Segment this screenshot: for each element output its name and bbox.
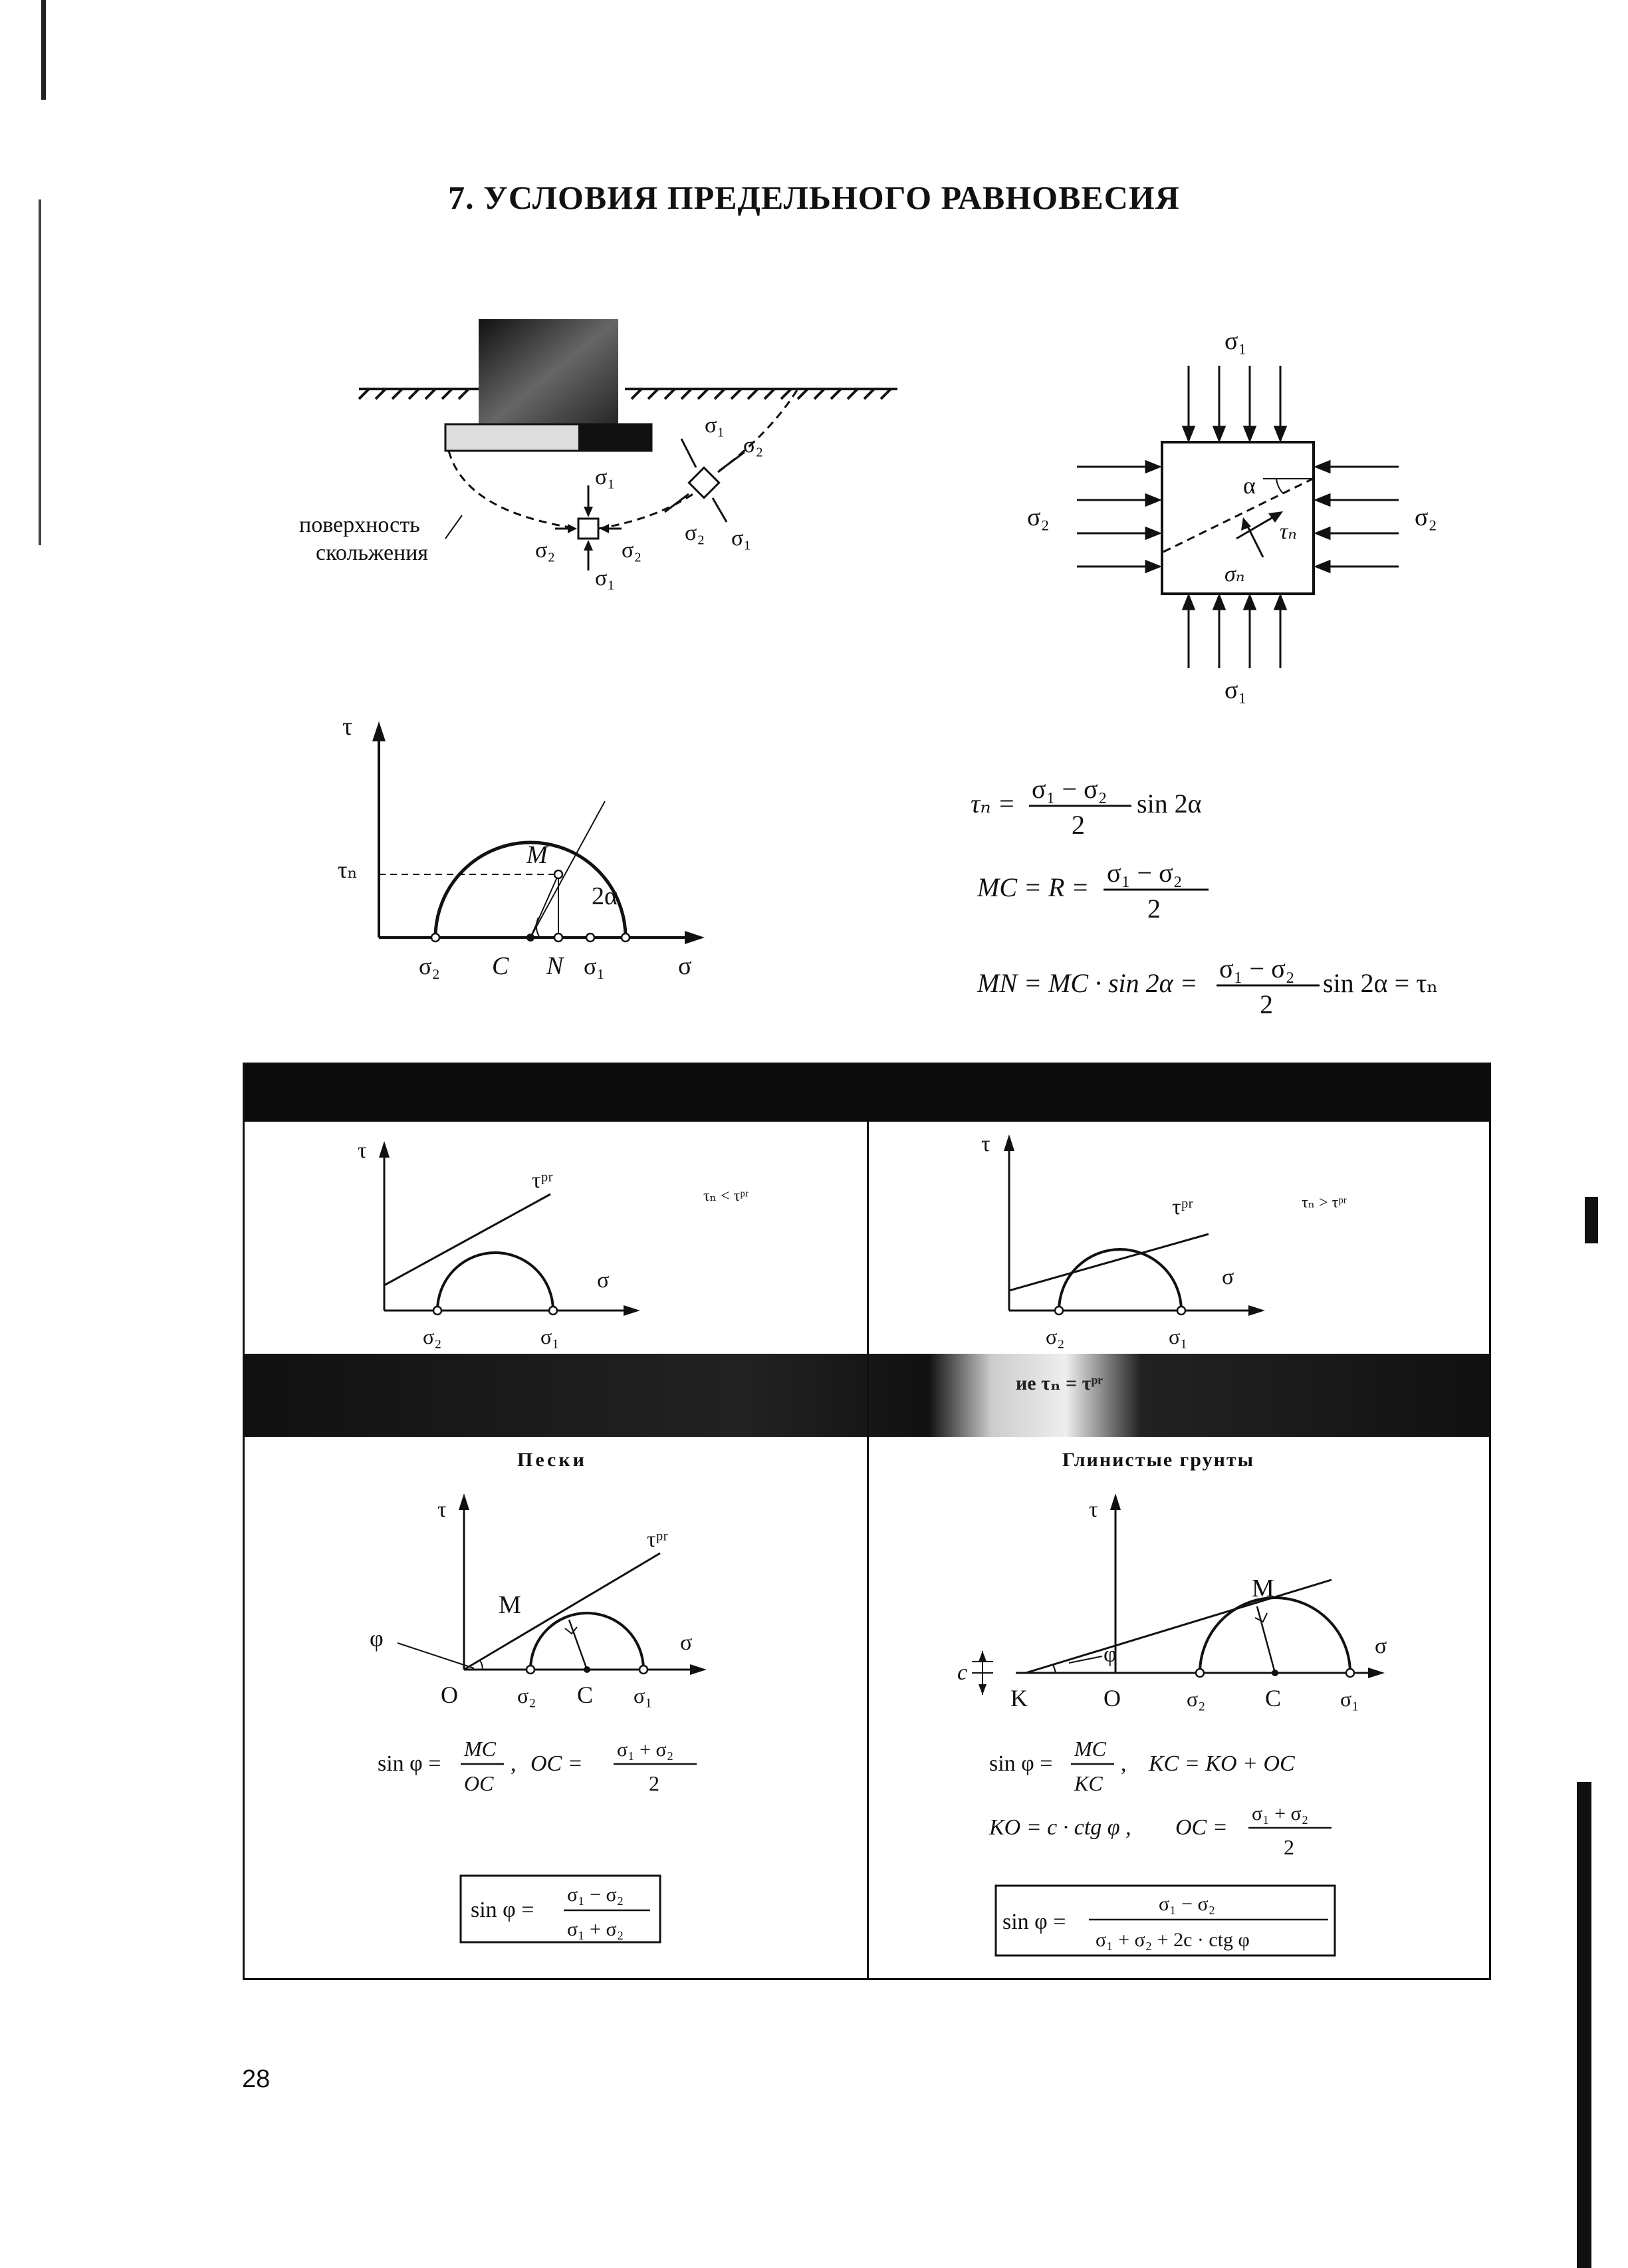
sands-graph xyxy=(351,1477,816,1716)
sands-tau-pr: τᵖʳ xyxy=(647,1527,668,1552)
mohr-sigma2: σ₂ xyxy=(419,953,440,979)
panel-failure-s2: σ₂ xyxy=(1046,1324,1065,1348)
scan-edge-mark xyxy=(39,199,41,545)
sands-f2-num: σ₁ + σ₂ xyxy=(617,1739,674,1761)
clays-f2-lhs: KO = c · ctg φ , xyxy=(989,1815,1131,1840)
formula-3-rhs: sin 2α = τₙ xyxy=(1323,968,1439,998)
clays-K: K xyxy=(1010,1685,1028,1711)
scan-edge-mark xyxy=(41,0,46,100)
sands-s2: σ₂ xyxy=(517,1684,536,1707)
formula-3-num: σ₁ − σ₂ xyxy=(1219,953,1295,983)
clays-M: M xyxy=(1252,1575,1274,1602)
table-header-band xyxy=(245,1065,1489,1122)
clays-f1-rhs: KC = KO + OC xyxy=(1149,1751,1295,1776)
clays-box-den: σ₁ + σ₂ + 2c · ctg φ xyxy=(1096,1929,1250,1951)
sands-f2-lhs: OC = xyxy=(530,1751,583,1776)
sands-comma: , xyxy=(511,1751,517,1776)
clays-box-lhs: sin φ = xyxy=(1002,1910,1066,1934)
formula-2-den: 2 xyxy=(1147,894,1161,924)
mohr-C: C xyxy=(492,952,509,980)
clays-tau: τ xyxy=(1089,1497,1098,1522)
clays-f1-num: MC xyxy=(1074,1737,1106,1761)
panel-stable-condition: τₙ < τᵖʳ xyxy=(703,1188,749,1205)
scan-edge-mark xyxy=(1585,1197,1598,1243)
clays-O: O xyxy=(1104,1685,1121,1711)
clays-f2-den: 2 xyxy=(1284,1835,1294,1859)
scan-edge-mark xyxy=(1577,1782,1591,2268)
clays-s1: σ₁ xyxy=(1340,1687,1359,1711)
sands-formulas xyxy=(364,1729,830,1969)
panel-stable-sigma: σ xyxy=(597,1268,610,1293)
formula-3-lhs: MN = MC · sin 2α = xyxy=(977,968,1198,998)
mohr-sigma1: σ₁ xyxy=(584,953,605,979)
sands-C: C xyxy=(577,1682,594,1708)
foundation-slip-figure xyxy=(286,306,917,625)
sands-box-den: σ₁ + σ₂ xyxy=(567,1918,624,1940)
slip-surface-label-2: скольжения xyxy=(316,541,429,565)
formula-2-num: σ₁ − σ₂ xyxy=(1107,858,1183,888)
formula-2-lhs: MC = R = xyxy=(977,872,1090,902)
slip-surface-label-1: поверхность xyxy=(299,513,420,537)
clays-f1-den: KC xyxy=(1074,1771,1103,1795)
stressed-element-figure xyxy=(1010,313,1476,711)
clays-graph xyxy=(957,1477,1481,1716)
clays-phi: φ xyxy=(1104,1642,1117,1667)
sands-phi: φ xyxy=(370,1625,384,1652)
clays-heading: Глинистые грунты xyxy=(1062,1449,1255,1471)
mohr-2alpha: 2α xyxy=(592,882,618,910)
fig1-sigma2-diag-right: σ₂ xyxy=(743,433,764,457)
fig1-sigma2-left: σ₂ xyxy=(535,538,556,563)
formula-1-num: σ₁ − σ₂ xyxy=(1032,774,1107,804)
fig2-tau-n: τₙ xyxy=(1280,519,1297,544)
panel-failure-sigma: σ xyxy=(1222,1265,1234,1289)
fig1-sigma2-diag-left: σ₂ xyxy=(685,521,705,545)
fig2-sigma1-top: σ₁ xyxy=(1224,327,1247,355)
limit-equilibrium-table xyxy=(243,1063,1491,1980)
panel-stable-s2: σ₂ xyxy=(423,1324,442,1348)
page-title: 7. УСЛОВИЯ ПРЕДЕЛЬНОГО РАВНОВЕСИЯ xyxy=(448,179,1180,216)
clays-f2-mid: OC = xyxy=(1175,1815,1228,1840)
clays-c: c xyxy=(957,1660,968,1685)
panel-failure-tau: τ xyxy=(981,1132,990,1156)
sands-box-num: σ₁ − σ₂ xyxy=(567,1884,624,1906)
sands-box-lhs: sin φ = xyxy=(471,1898,534,1922)
mohr-N: N xyxy=(546,952,564,980)
clays-C: C xyxy=(1265,1685,1282,1711)
formula-1-den: 2 xyxy=(1072,810,1085,840)
fig1-sigma1-diag-top: σ₁ xyxy=(705,413,725,438)
fig1-sigma2-right: σ₂ xyxy=(622,538,642,563)
table-vertical-divider xyxy=(867,1122,869,1979)
clays-s2: σ₂ xyxy=(1187,1687,1206,1711)
panel-stable-graph xyxy=(285,1131,850,1350)
sands-f1-lhs: sin φ = xyxy=(378,1751,441,1776)
sands-heading: Пески xyxy=(517,1449,587,1471)
sands-f1-den: OC xyxy=(464,1771,494,1795)
fig2-sigma-n: σₙ xyxy=(1224,562,1245,586)
panel-failure-graph xyxy=(903,1124,1468,1350)
formula-1-rhs: sin 2α xyxy=(1137,789,1202,819)
panel-failure-condition: τₙ > τᵖʳ xyxy=(1302,1194,1347,1211)
table-mid-band-text: ие τₙ = τᵖʳ xyxy=(1016,1372,1103,1394)
panel-stable-tau-pr: τᵖʳ xyxy=(532,1168,553,1193)
mohr-sigma-axis: σ xyxy=(678,952,692,980)
clays-f1-lhs: sin φ = xyxy=(989,1751,1053,1776)
formula-3-den: 2 xyxy=(1260,989,1273,1019)
clays-f2-num: σ₁ + σ₂ xyxy=(1252,1803,1309,1825)
fig1-sigma1-diag-bottom: σ₁ xyxy=(731,526,752,551)
clays-comma: , xyxy=(1121,1751,1127,1776)
fig2-sigma2-left: σ₂ xyxy=(1027,503,1050,531)
panel-stable-tau: τ xyxy=(358,1138,367,1163)
mohr-formulas xyxy=(957,765,1489,1031)
mohr-tau-axis: τ xyxy=(342,713,353,741)
panel-stable-s1: σ₁ xyxy=(540,1324,560,1348)
formula-1-lhs: τₙ = xyxy=(971,789,1016,819)
fig1-sigma1-bottom: σ₁ xyxy=(595,566,616,590)
sands-M: M xyxy=(499,1591,521,1619)
mohr-tau-n: τₙ xyxy=(338,856,358,883)
sands-O: O xyxy=(441,1682,458,1708)
clays-box-num: σ₁ − σ₂ xyxy=(1159,1893,1216,1915)
clays-sigma: σ xyxy=(1375,1634,1387,1658)
mohr-circle-figure xyxy=(326,711,738,1004)
sands-tau: τ xyxy=(437,1497,447,1522)
fig2-alpha: α xyxy=(1243,472,1256,499)
fig1-sigma1-top: σ₁ xyxy=(595,465,616,489)
page-number: 28 xyxy=(242,2065,271,2093)
sands-f1-num: MC xyxy=(464,1737,496,1761)
sands-sigma: σ xyxy=(680,1630,693,1655)
sands-f2-den: 2 xyxy=(649,1771,659,1795)
clays-formulas xyxy=(969,1729,1488,1975)
mohr-M: M xyxy=(526,841,548,869)
sands-s1: σ₁ xyxy=(634,1684,653,1707)
fig2-sigma2-right: σ₂ xyxy=(1415,503,1437,531)
panel-failure-s1: σ₁ xyxy=(1169,1324,1188,1348)
fig2-sigma1-bottom: σ₁ xyxy=(1224,676,1247,704)
panel-failure-tau-pr: τᵖʳ xyxy=(1172,1195,1193,1219)
